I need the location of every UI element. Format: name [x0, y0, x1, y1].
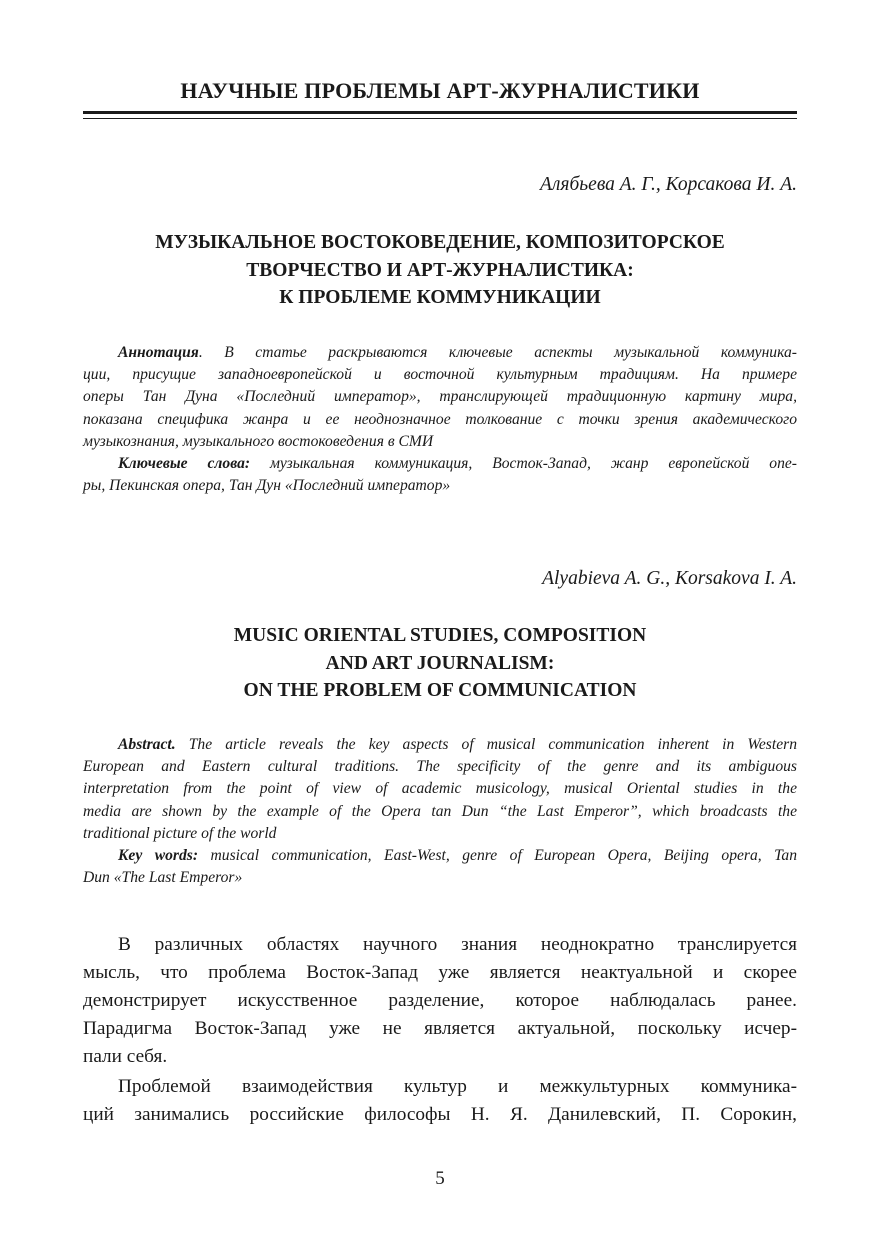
abstract-line: показана специфика жанра и ее неоднозначное толкование с точки зрения академического — [83, 410, 797, 428]
body-text — [83, 931, 797, 1129]
header-rule-thin — [83, 118, 797, 119]
body-line: ций занимались российские философы Н. Я. Данилевский, П. Сорокин, — [83, 1104, 797, 1125]
body-line: пали себя. — [83, 1046, 168, 1067]
body-line: Проблемой взаимодействия культур и межкультурных коммуника- — [118, 1076, 797, 1097]
article-title-en — [83, 622, 797, 705]
title-line: ON THE PROBLEM OF COMMUNICATION — [243, 680, 637, 701]
abstract-line: музыкознания, музыкального востоковедения в СМИ — [83, 432, 434, 450]
abstract-line: Аннотация. В статье раскрываются ключевые аспекты музыкальной коммуника- — [118, 344, 797, 361]
title-line: ТВОРЧЕСТВО И АРТ-ЖУРНАЛИСТИКА: — [246, 259, 634, 281]
body-line: мысль, что проблема Восток-Запад уже является неактуальной и скорее — [83, 962, 797, 983]
title-line: MUSIC ORIENTAL STUDIES, COMPOSITION — [233, 625, 647, 646]
abstract-label: Abstract. — [118, 736, 176, 753]
abstract-ru — [83, 342, 797, 497]
keywords-line: Key words: musical communication, East-West, genre of European Opera, Beijing opera, Tan — [118, 846, 798, 864]
keywords-line: ры, Пекинская опера, Тан Дун «Последний император» — [83, 477, 451, 495]
abstract-label: Аннотация — [118, 344, 199, 361]
abstract-en — [83, 734, 797, 889]
abstract-line: European and Eastern cultural traditions. The specificity of the genre and its ambiguous — [83, 758, 797, 776]
title-line: AND ART JOURNALISM: — [325, 652, 555, 674]
article-title-ru — [83, 229, 797, 312]
abstract-line: interpretation from the point of view of academic musicology, musical Oriental studies in the — [83, 780, 797, 798]
body-line: демонстрирует искусственное разделение, которое наблюдалась ранее. — [83, 990, 797, 1011]
keywords-label: Key words: — [118, 846, 199, 864]
body-line: Парадигма Восток-Запад уже не является актуальной, поскольку исчер- — [83, 1018, 797, 1039]
body-line: В различных областях научного знания неоднократно транслируется — [118, 934, 797, 955]
running-header: НАУЧНЫЕ ПРОБЛЕМЫ АРТ-ЖУРНАЛИСТИКИ — [180, 78, 700, 103]
abstract-line: traditional picture of the world — [83, 824, 277, 842]
abstract-line: оперы Тан Дуна «Последний император», транслирующей традиционную картину мира, — [83, 388, 797, 406]
page-number: 5 — [435, 1168, 445, 1189]
abstract-line: Abstract. The article reveals the key aspects of musical communication inherent in Western — [118, 736, 797, 753]
authors-en: Alyabieva A. G., Korsakova I. A. — [542, 568, 797, 589]
keywords-line: Dun «The Last Emperor» — [83, 869, 243, 887]
abstract-line: media are shown by the example of the Opera tan Dun “the Last Emperor”, which broadcasts the — [83, 802, 797, 820]
keywords-line: Ключевые слова: музыкальная коммуникация, Восток-Запад, жанр европейской опе- — [118, 454, 797, 472]
title-line: МУЗЫКАЛЬНОЕ ВОСТОКОВЕДЕНИЕ, КОМПОЗИТОРСКОЕ — [155, 232, 725, 253]
authors-ru: Алябьева А. Г., Корсакова И. А. — [540, 174, 797, 195]
title-line: К ПРОБЛЕМЕ КОММУНИКАЦИИ — [279, 287, 601, 308]
keywords-label: Ключевые слова: — [118, 454, 251, 472]
header-rule-thick — [83, 111, 797, 114]
abstract-line: ции, присущие западноевропейской и восточной культурным традициям. На примере — [83, 366, 797, 384]
